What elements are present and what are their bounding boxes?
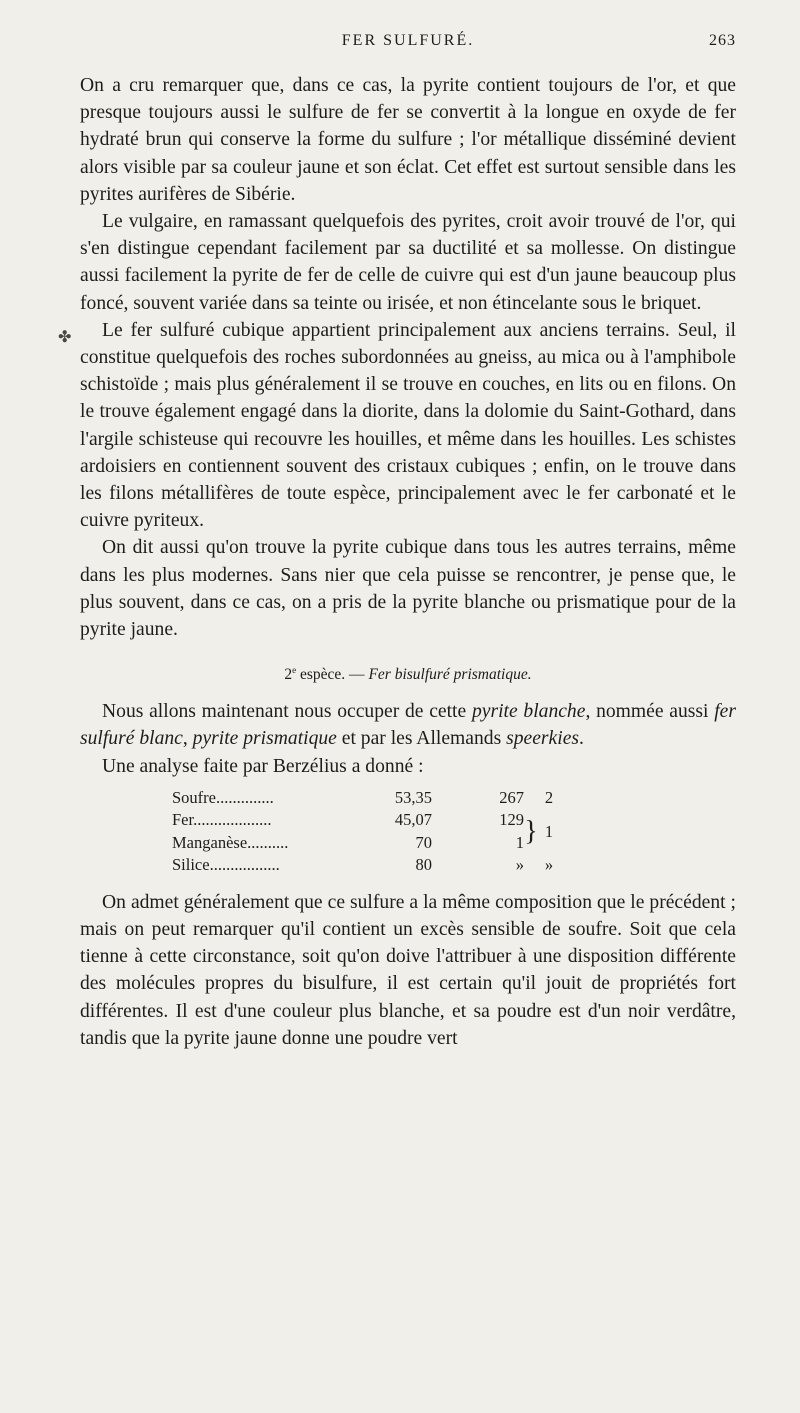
intro-italic-fer-sulfure-blanc: fer sulfuré blanc <box>80 701 736 750</box>
table-row <box>172 832 560 855</box>
intro-text-5: . <box>579 728 584 750</box>
intro-text-2: , nommée aussi <box>585 701 715 723</box>
running-title: FER SULFURÉ. <box>341 32 475 49</box>
intro-text-4: et par les Allemands <box>336 728 507 750</box>
table-row <box>172 809 560 832</box>
element-percent: 53,35 <box>394 787 432 807</box>
element-name: Manganèse.......... <box>172 832 289 852</box>
intro-paragraph <box>80 698 736 752</box>
table-row <box>172 787 560 810</box>
species-label: espèce. — <box>296 666 369 684</box>
paragraph-bottom: On admet généralement que ce sulfure a la même composition que le précédent ; mais on peut remarquer qu'il contient un excès sensible de soufre. Soit que cela tienne à cette circonstance, soit qu'on doive l'attribuer à une disposition différente des molécules propres du bisulfure, il est certain qu'il jouit de propriétés fort différentes. Il est d'une couleur plus blanche, et sa poudre est d'un noir verdâtre, tandis que la pyrite jaune donne une poudre vert <box>80 891 736 1049</box>
paragraph-3: Le fer sulfuré cubique appartient principalement aux anciens terrains. Seul, il constitue quelquefois des roches subordonnées au gneiss, au mica ou à l'amphibole schistoïde ; mais plus généralement il se trouve en couches, en lits ou en filons. On le trouve également engagé dans la diorite, dans la dolomie du Saint-Gothard, dans l'argile schisteuse qui recouvre les houilles, et même dans les houilles. Les schistes ardoisiers en contiennent souvent des cristaux cubiques ; enfin, on le trouve dans les filons métallifères de toute espèce, principalement avec le fer carbonaté et le cuivre pyriteux. <box>80 319 736 532</box>
running-header <box>80 32 736 58</box>
intro-italic-speerkies: speerkies <box>506 728 580 750</box>
paragraph-4: On dit aussi qu'on trouve la pyrite cubique dans tous les autres terrains, même dans les plus modernes. Sans nier que cela puisse se rencontrer, je pense que, le plus souvent, dans ce cas, on a pris de la pyrite blanche ou prismatique pour de la pyrite jaune. <box>80 537 736 641</box>
element-name: Silice................. <box>172 855 280 875</box>
element-atoms: 267 <box>499 787 524 807</box>
margin-mark-icon: ✤ <box>58 329 72 346</box>
intro-italic-pyrite-prismatique: pyrite prismatique <box>192 728 337 750</box>
body-text <box>80 72 736 1052</box>
intro-text-1: Nous allons maintenant nous occuper de cette <box>102 701 472 723</box>
intro-text-3: , <box>182 728 193 750</box>
element-percent: 45,07 <box>394 810 432 830</box>
element-name: Soufre.............. <box>172 787 274 807</box>
element-atoms: 129 <box>499 810 524 830</box>
table-row <box>172 854 560 877</box>
intro-italic-pyrite-blanche: pyrite blanche <box>471 701 586 723</box>
analysis-intro: Une analyse faite par Berzélius a donné : <box>102 755 424 777</box>
element-ratio: 2 <box>544 787 554 807</box>
species-number: 2 <box>284 666 293 684</box>
paragraph-2: Le vulgaire, en ramassant quelquefois des pyrites, croit avoir trouvé de l'or, qui s'en distingue cependant facilement par sa ductilité et sa mollesse. On distingue aussi facilement la pyrite de fer de celle de cuivre qui est d'un jaune beaucoup plus foncé, souvent variée dans sa teinte ou irisée, et non étincelante sous le briquet. <box>80 211 736 314</box>
analysis-table <box>172 787 560 877</box>
element-atoms: 1 <box>515 832 524 852</box>
element-ratio: 1 <box>544 821 554 841</box>
element-name: Fer................... <box>172 810 272 830</box>
element-ratio: » <box>544 855 554 875</box>
element-percent: 80 <box>415 855 432 875</box>
species-ordinal: e <box>292 665 297 676</box>
species-heading <box>80 658 736 687</box>
paragraph-1: On a cru remarquer que, dans ce cas, la pyrite contient toujours de l'or, et que presque toujours aussi le sulfure de fer se convertit à la longue en oxyde de fer hydraté brun qui conserve la forme du sulfure ; l'or métallique disséminé devient alors visible par sa couleur jaune et son éclat. Cet effet est surtout sensible dans les pyrites aurifères de Sibérie. <box>80 75 736 205</box>
brace-icon: } <box>524 815 538 847</box>
page-number: 263 <box>709 32 736 49</box>
element-percent: 70 <box>415 832 432 852</box>
species-name: Fer bisulfuré prismatique. <box>368 666 532 684</box>
element-atoms: » <box>515 855 524 875</box>
